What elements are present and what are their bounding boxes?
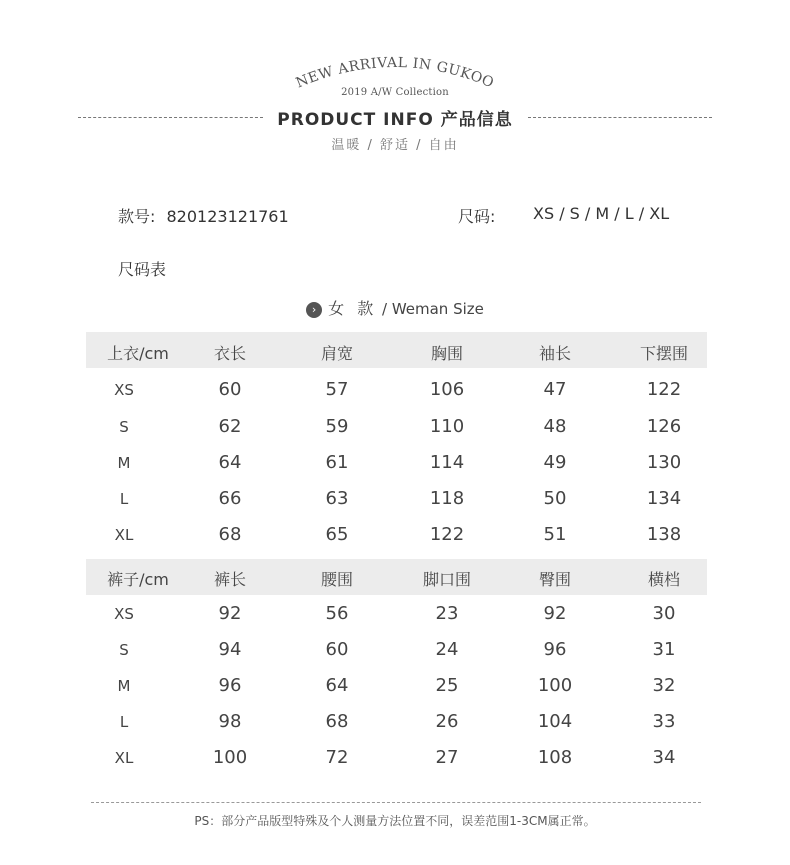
arc-text: NEW ARRIVAL IN GUKOO <box>293 54 497 92</box>
pants-cell: XS <box>114 605 134 623</box>
tops-cell: 61 <box>325 452 349 473</box>
tops-cell: 134 <box>646 488 682 509</box>
size-label: 尺码: <box>458 207 496 226</box>
tops-cell: XS <box>114 381 134 399</box>
pants-cell: 31 <box>652 639 676 660</box>
tops-cell: 47 <box>543 379 567 400</box>
pants-cell: 30 <box>652 603 676 624</box>
model-number <box>118 204 289 227</box>
tops-header-5: 下摆围 <box>639 344 688 363</box>
tops-cell: 60 <box>218 379 242 400</box>
pants-header-1: 裤长 <box>213 570 246 589</box>
size-list: XS / S / M / L / XL <box>533 204 670 223</box>
pants-cell: 96 <box>218 675 242 696</box>
tops-cell: 114 <box>429 452 465 473</box>
page-title: PRODUCT INFO 产品信息 <box>277 110 513 130</box>
pants-header-2: 腰围 <box>320 570 353 589</box>
pants-cell: 92 <box>543 603 567 624</box>
pants-header-3: 脚口围 <box>422 570 471 589</box>
pants-cell: 25 <box>435 675 459 696</box>
tops-cell: 48 <box>543 416 567 437</box>
gender-heading <box>0 296 790 319</box>
tops-cell: 51 <box>543 524 567 545</box>
pants-cell: 98 <box>218 711 242 732</box>
tops-cell: M <box>117 454 131 472</box>
pants-header-4: 臀围 <box>538 570 571 589</box>
pants-cell: XL <box>114 749 134 767</box>
pants-cell: 96 <box>543 639 567 660</box>
pants-cell: 24 <box>435 639 459 660</box>
pants-cell: 108 <box>537 747 573 768</box>
tops-cell: 138 <box>646 524 682 545</box>
pants-cell: M <box>117 677 131 695</box>
tops-cell: 66 <box>218 488 242 509</box>
pants-cell: 100 <box>212 747 248 768</box>
tops-header-0: 上衣/cm <box>107 344 169 363</box>
pants-cell: 64 <box>325 675 349 696</box>
tops-cell: 57 <box>325 379 349 400</box>
pants-cell: 27 <box>435 747 459 768</box>
pants-cell: 100 <box>537 675 573 696</box>
pants-cell: 72 <box>325 747 349 768</box>
tops-cell: 49 <box>543 452 567 473</box>
chevron-right-icon: › <box>306 302 322 318</box>
pants-cell: 104 <box>537 711 573 732</box>
page-subtitle: 温暖 / 舒适 / 自由 <box>331 138 459 153</box>
tops-cell: S <box>119 418 129 436</box>
tops-cell: 126 <box>646 416 682 437</box>
pants-cell: L <box>119 713 129 731</box>
tops-cell: 50 <box>543 488 567 509</box>
svg-text:NEW ARRIVAL IN GUKOO <box>294 55 496 92</box>
tops-header-2: 肩宽 <box>320 344 353 363</box>
tops-cell: 68 <box>218 524 242 545</box>
tops-cell: 118 <box>429 488 465 509</box>
size-chart-label: 尺码表 <box>118 260 167 279</box>
tops-cell: 130 <box>646 452 682 473</box>
tops-cell: 65 <box>325 524 349 545</box>
tops-cell: 122 <box>646 379 682 400</box>
pants-cell: 23 <box>435 603 459 624</box>
pants-cell: 92 <box>218 603 242 624</box>
pants-cell: 56 <box>325 603 349 624</box>
tops-header-4: 袖长 <box>538 344 571 363</box>
tops-cell: L <box>119 490 129 508</box>
model-value: 820123121761 <box>166 207 289 226</box>
tops-cell: 106 <box>429 379 465 400</box>
pants-cell: 33 <box>652 711 676 732</box>
pants-cell: 32 <box>652 675 676 696</box>
pants-cell: 60 <box>325 639 349 660</box>
tops-header-3: 胸围 <box>430 344 463 363</box>
pants-cell: 68 <box>325 711 349 732</box>
pants-header-5: 横档 <box>647 570 680 589</box>
tops-cell: 63 <box>325 488 349 509</box>
model-label: 款号: <box>118 207 156 226</box>
tops-cell: XL <box>114 526 134 544</box>
pants-cell: 34 <box>652 747 676 768</box>
tops-cell: 110 <box>429 416 465 437</box>
tops-cell: 64 <box>218 452 242 473</box>
pants-header-0: 裤子/cm <box>107 570 169 589</box>
tops-header-1: 衣长 <box>213 344 246 363</box>
footer-note: PS：部分产品版型特殊及个人测量方法位置不同，误差范围1-3CM属正常。 <box>194 814 596 828</box>
pants-cell: S <box>119 641 129 659</box>
collection-label: 2019 A/W Collection <box>341 87 449 98</box>
gender-en: / Weman Size <box>382 300 484 318</box>
tops-cell: 59 <box>325 416 349 437</box>
tops-cell: 62 <box>218 416 242 437</box>
pants-cell: 26 <box>435 711 459 732</box>
gender-cn: 女 款 <box>328 299 378 318</box>
tops-cell: 122 <box>429 524 465 545</box>
footer-divider <box>91 802 701 803</box>
pants-cell: 94 <box>218 639 242 660</box>
